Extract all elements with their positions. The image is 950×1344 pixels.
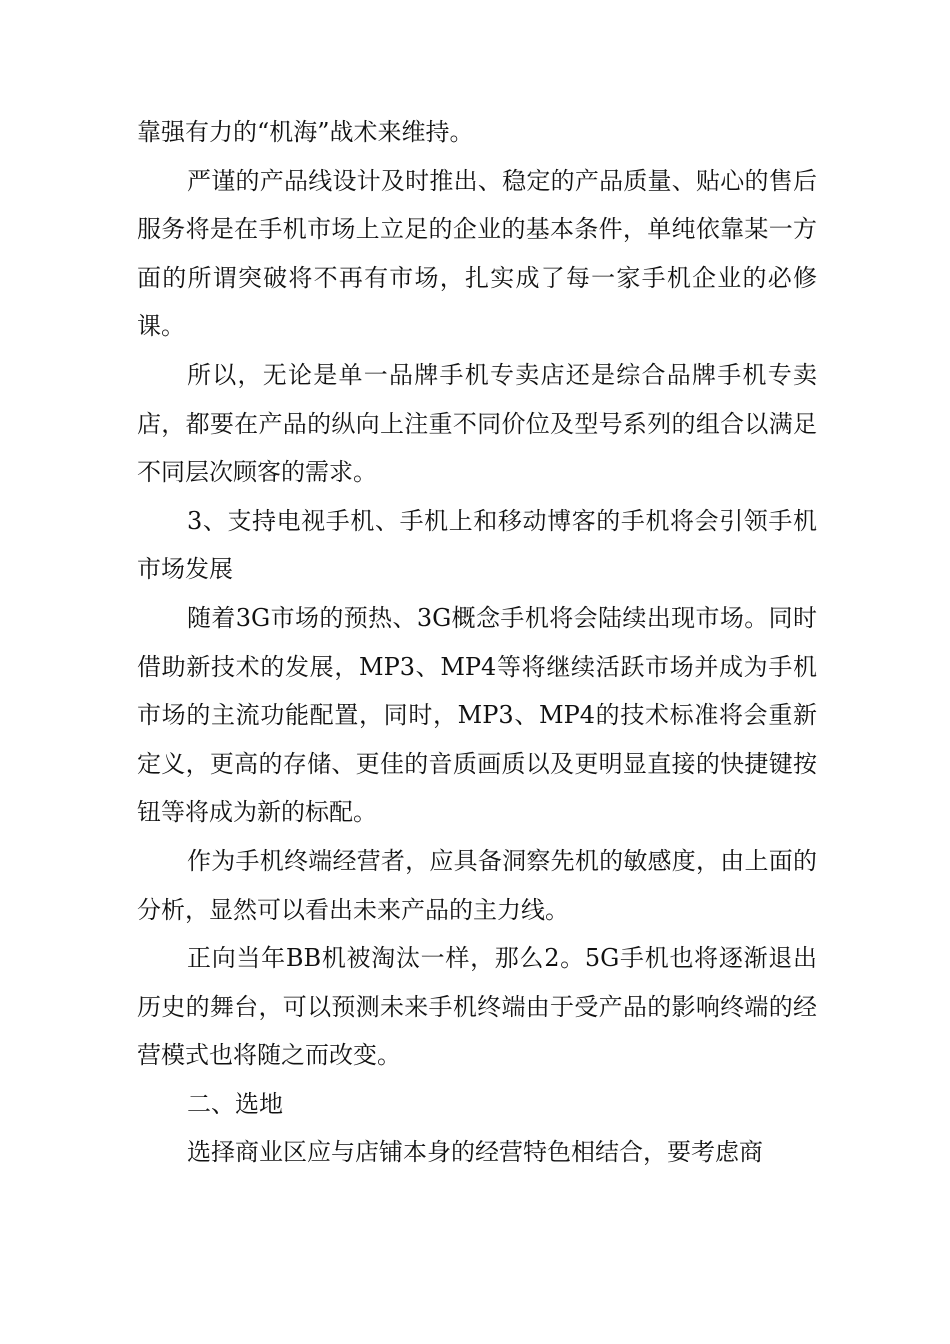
paragraph-bb-phone: 正向当年BB机被淘汰一样，那么2。5G手机也将逐渐退出历史的舞台，可以预测未来手机终端由于受产品的影响终端的经营模式也将随之而改变。 (137, 944, 817, 1070)
paragraph-3g-market: 随着3G市场的预热、3G概念手机将会陆续出现市场。同时借助新技术的发展，MP3、MP4等将继续活跃市场并成为手机市场的主流功能配置，同时，MP3、MP4的技术标准将会重新定义，更高的存储、更佳的音质画质以及更明显直接的快捷键按钮等将成为新的标配。 (137, 603, 817, 827)
paragraph-terminal-operator: 作为手机终端经营者，应具备洞察先机的敏感度，由上面的分析，显然可以看出未来产品的主力线。 (137, 846, 817, 924)
paragraph-product-line: 严谨的产品线设计及时推出、稳定的产品质量、贴心的售后服务将是在手机市场上立足的企业的基本条件，单纯依靠某一方面的所谓突破将不再有市场，扎实成了每一家手机企业的必修课。 (137, 166, 817, 341)
document-body (137, 108, 817, 1177)
paragraph-store-types: 所以，无论是单一品牌手机专卖店还是综合品牌手机专卖店，都要在产品的纵向上注重不同价位及型号系列的组合以满足不同层次顾客的需求。 (137, 360, 817, 487)
section-heading-site-selection: 二、选地 (187, 1089, 283, 1118)
paragraph-continuation: 靠强有力的“机海”战术来维持。 (137, 118, 474, 146)
section-heading-3: 3、支持电视手机、手机上和移动博客的手机将会引领手机市场发展 (137, 506, 817, 584)
paragraph-business-district: 选择商业区应与店铺本身的经营特色相结合，要考虑商 (187, 1138, 763, 1167)
